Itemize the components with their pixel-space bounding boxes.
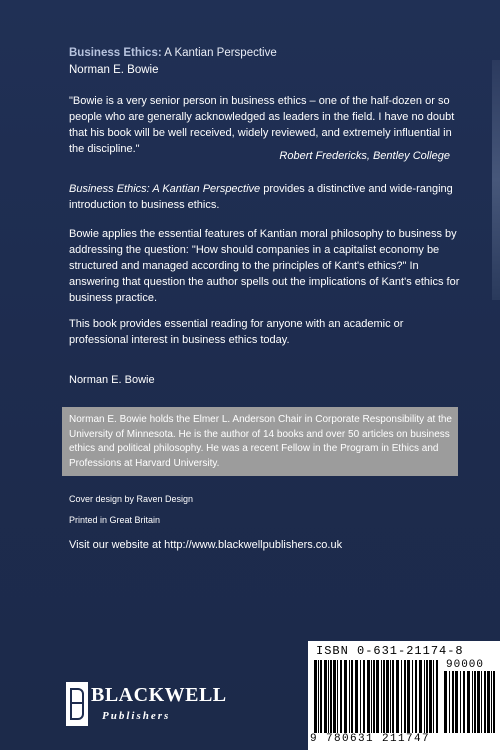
- barcode-bar: [390, 660, 391, 733]
- barcode-bar: [351, 660, 353, 733]
- barcode-bar: [367, 660, 370, 733]
- barcode-bar: [363, 660, 365, 733]
- book-author: Norman E. Bowie: [69, 64, 159, 76]
- barcode-bar: [344, 660, 347, 733]
- description-rest: provides a distinctive and wide-ranging introduction to business ethics.: [69, 183, 453, 211]
- barcode-bar: [449, 671, 450, 733]
- barcode-bar: [433, 660, 434, 733]
- barcode-bar: [333, 660, 336, 733]
- book-header: [69, 45, 277, 79]
- barcode-bar: [373, 660, 375, 733]
- barcode-bar: [392, 660, 394, 733]
- description-paragraph-1: [69, 181, 464, 213]
- title-rest: A Kantian Perspective: [161, 47, 277, 59]
- addon-number: 90000: [446, 659, 485, 671]
- publisher-logo: [66, 682, 227, 726]
- barcode-bar: [467, 671, 470, 733]
- barcode-bar: [419, 660, 422, 733]
- barcode-bar: [472, 671, 473, 733]
- addon-barcode: [444, 671, 496, 733]
- barcode-bar: [426, 660, 428, 733]
- publisher-name: BLACKWELL: [91, 684, 227, 706]
- barcode-bar: [330, 660, 332, 733]
- barcode-bar: [415, 660, 417, 733]
- barcode-bar: [401, 660, 402, 733]
- barcode-bar: [436, 660, 438, 733]
- barcode-bar: [474, 671, 476, 733]
- barcode-bar: [481, 671, 482, 733]
- barcode-bar: [314, 660, 317, 733]
- barcode-bar: [355, 660, 358, 733]
- barcode-bar: [320, 660, 322, 733]
- barcode-bar: [424, 660, 425, 733]
- barcode-bar: [318, 660, 319, 733]
- description-title: Business Ethics: A Kantian Perspective: [69, 183, 261, 195]
- cover-design-credit: Cover design by Raven Design: [69, 494, 194, 504]
- book-title: [69, 45, 277, 62]
- barcode-bar: [493, 671, 495, 733]
- barcode-bar: [396, 660, 399, 733]
- barcode-bar: [477, 671, 480, 733]
- barcode-bar: [371, 660, 372, 733]
- barcode-bar: [324, 660, 327, 733]
- barcode-bar: [463, 671, 465, 733]
- description-paragraph-3: This book provides essential reading for anyone with an academic or professional interest in business ethics today.: [69, 318, 404, 346]
- ean-barcode: [314, 660, 440, 733]
- cover-edge: [492, 60, 500, 300]
- title-highlight: Business Ethics:: [69, 47, 162, 59]
- review-quote: "Bowie is a very senior person in business ethics – one of the half-dozen or so people who are generally acknowledged as leaders in the field. I have no doubt that his book will be well received, widely reviewed, and extremely influential in the discipline.": [69, 95, 455, 155]
- barcode-bar: [452, 671, 454, 733]
- barcode-bar: [340, 660, 342, 733]
- barcode-bar: [460, 671, 461, 733]
- ean-number: 9 780631 211747: [310, 733, 431, 745]
- barcode-bar: [484, 671, 486, 733]
- description-paragraph-2: Bowie applies the essential features of Kantian moral philosophy to business by addressing the question: "How should companies in a capitalist economy be structured and managed according to the principles of Kant's ethics?" In answering that question the author spells out the implications of Kant's ethics for business practice.: [69, 228, 460, 304]
- blackwell-b-logo-icon: [66, 682, 88, 726]
- barcode-bar: [349, 660, 350, 733]
- bio-text: Norman E. Bowie holds the Elmer L. Anderson Chair in Corporate Responsibility at the University of Minnesota. He is the author of 14 books and over 50 articles on business ethics and political philosophy. He was a recent Fellow in the Program in Ethics and Professions at Harvard University.: [69, 414, 452, 469]
- bio-author-name: Norman E. Bowie: [69, 374, 155, 386]
- barcode-bar: [386, 660, 389, 733]
- barcode-bar: [429, 660, 432, 733]
- barcode-bar: [381, 660, 382, 733]
- barcode-bar: [412, 660, 413, 733]
- barcode-panel: [308, 641, 500, 750]
- barcode-bar: [404, 660, 406, 733]
- barcode-bar: [455, 671, 458, 733]
- quote-attribution: Robert Fredericks, Bentley College: [279, 150, 450, 162]
- barcode-bar: [383, 660, 385, 733]
- publisher-subtitle: Publishers: [102, 710, 171, 722]
- barcode-bar: [328, 660, 329, 733]
- barcode-bar: [376, 660, 379, 733]
- barcode-bar: [487, 671, 490, 733]
- barcode-bar: [407, 660, 410, 733]
- website-link[interactable]: Visit our website at http://www.blackwellpublishers.co.uk: [69, 539, 343, 551]
- barcode-bar: [360, 660, 361, 733]
- isbn-number: ISBN 0-631-21174-8: [316, 644, 464, 658]
- barcode-bar: [491, 671, 492, 733]
- barcode-bar: [337, 660, 338, 733]
- bio-box: [62, 407, 458, 476]
- barcode-bar: [444, 671, 447, 733]
- printed-in: Printed in Great Britain: [69, 515, 161, 525]
